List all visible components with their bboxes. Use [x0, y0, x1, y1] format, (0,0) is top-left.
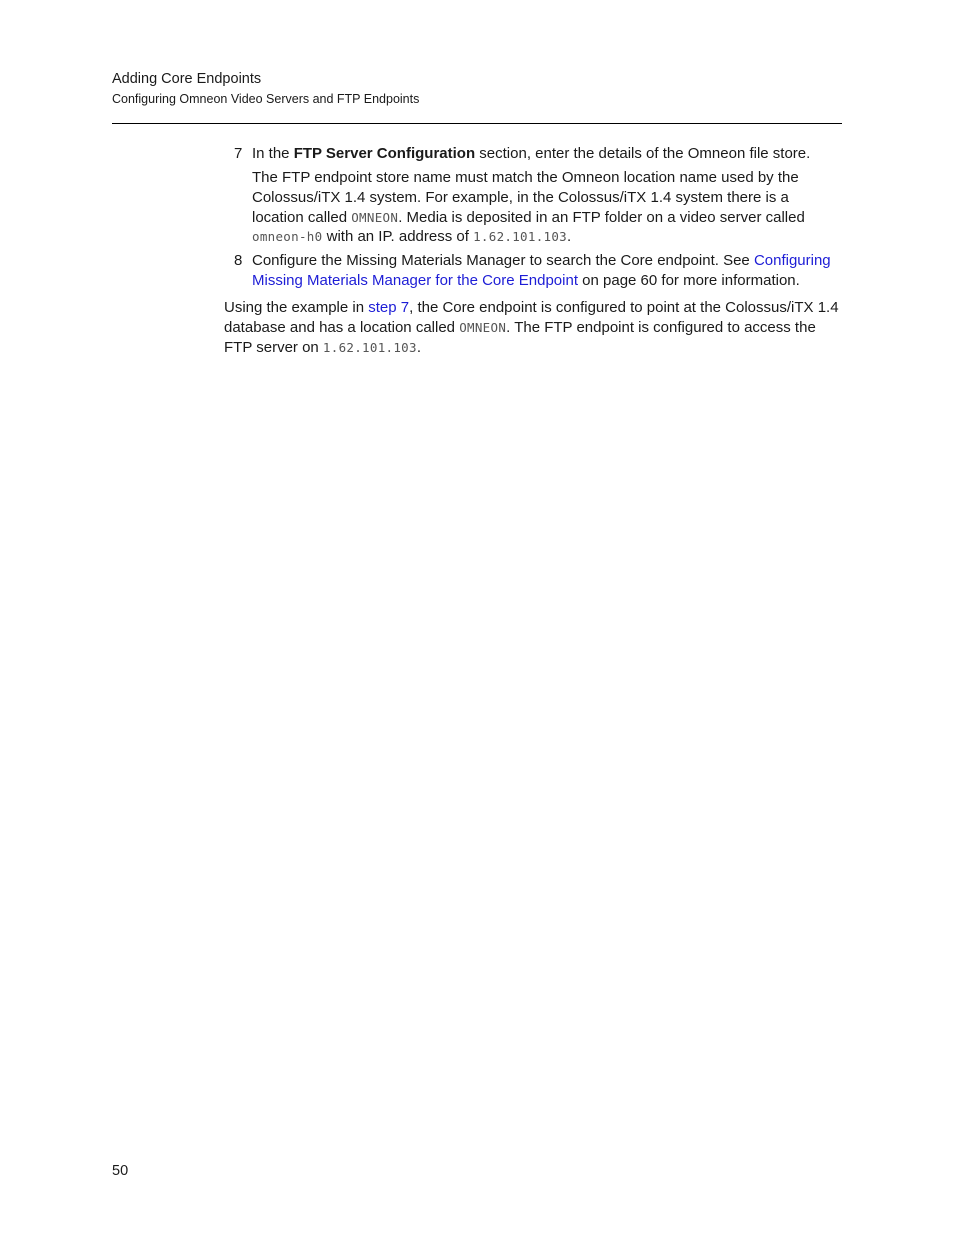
step-explanation: The FTP endpoint store name must match the Omneon location name used by the Colossus/iTX 1.4 system. For example, in the Colossus/iTX 1.4 system there is a location called OMNEON. Media is deposited in an FTP folder on a video server called omneon-h0 with an IP. address of 1.62.101.103.: [252, 169, 805, 246]
step-number: 8: [234, 252, 243, 270]
summary-paragraph: Using the example in step 7, the Core endpoint is configured to point at the Colossus/iTX 1.4 database and has a location called OMNEON. The FTP endpoint is configured to access the FTP server on 1.62.101.103.: [224, 299, 839, 356]
step-instruction: Configure the Missing Materials Manager to search the Core endpoint. See Configuring Missing Materials Manager for the Core Endpoint on page 60 for more information.: [252, 252, 831, 289]
step-number: 7: [234, 145, 243, 162]
cross-reference-link[interactable]: Configuring Missing Materials Manager for the Core Endpoint: [252, 252, 831, 289]
header-section-title: Configuring Omneon Video Servers and FTP Endpoints: [112, 92, 420, 106]
step-instruction: In the FTP Server Configuration section, enter the details of the Omneon file store.: [252, 145, 811, 162]
ip-address-code: 1.62.101.103: [322, 339, 417, 355]
ip-address-code: 1.62.101.103: [473, 229, 568, 245]
page-number: 50: [112, 1163, 129, 1179]
main-content: [224, 144, 844, 358]
ui-section-name: FTP Server Configuration: [293, 145, 476, 162]
location-code: OMNEON: [351, 209, 399, 225]
header-divider: [112, 123, 842, 124]
server-code: omneon-h0: [252, 229, 323, 245]
running-header: [112, 70, 419, 108]
location-code: OMNEON: [459, 320, 507, 336]
step-7-link[interactable]: step 7: [368, 299, 410, 317]
step-7: [224, 144, 844, 247]
step-8: [224, 251, 844, 290]
header-chapter-title: Adding Core Endpoints: [112, 71, 262, 87]
